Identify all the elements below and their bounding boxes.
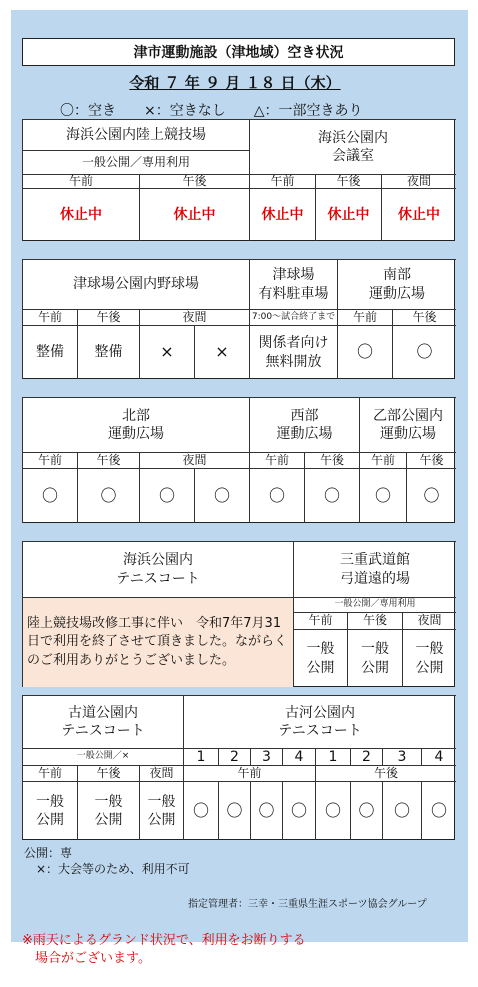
- court-number: 1: [315, 748, 350, 765]
- facility-name: 津球場公園内野球場: [22, 259, 249, 309]
- court-number: 4: [282, 748, 315, 765]
- section-beach-park: [22, 119, 455, 241]
- facility-name: 津球場 有料駐車場: [249, 259, 337, 309]
- status-cell: 一般 公開: [402, 629, 456, 687]
- time-header: 午後: [139, 174, 249, 188]
- status-cell: 整備: [22, 325, 77, 379]
- time-header: 夜間: [381, 174, 456, 188]
- status-cell: 〇: [304, 468, 359, 523]
- time-header: 午前: [22, 765, 77, 781]
- footnote-unavailable: ×：大会等のため、利用不可: [36, 862, 190, 876]
- time-header: 夜間: [139, 309, 249, 325]
- status-cell: 〇: [22, 468, 77, 523]
- status-cell: 〇: [421, 781, 456, 840]
- status-cell: 〇: [382, 781, 421, 840]
- time-header: 夜間: [139, 452, 249, 468]
- page-title: 津市運動施設（津地域）空き状況: [22, 38, 455, 66]
- court-number: 2: [350, 748, 382, 765]
- closure-notice: [22, 597, 293, 687]
- time-header: 午後: [347, 612, 402, 629]
- time-header: 午前: [249, 174, 315, 188]
- status-cell: 〇: [406, 468, 456, 523]
- time-header: 夜間: [139, 765, 183, 781]
- closure-notice-text: 陸上競技場改修工事に伴い 令和7年7月31日で利用を終了させて頂きました。ながらくのご利用ありがとうございました。: [27, 616, 288, 668]
- status-cell: 〇: [359, 468, 406, 523]
- status-cell: 一般 公開: [77, 781, 139, 840]
- time-header: 午前: [337, 309, 392, 325]
- time-header: 午前: [249, 452, 304, 468]
- time-header: 午前: [183, 765, 315, 781]
- time-header: 午後: [392, 309, 456, 325]
- court-number: 2: [218, 748, 250, 765]
- facility-subtitle: 一般公開／専用利用: [22, 150, 249, 174]
- legend: 〇：空き ×：空きなし △：一部空きあり: [60, 103, 363, 119]
- time-header: 午後: [406, 452, 456, 468]
- facility-name: 西部 運動広場: [249, 397, 359, 452]
- section-tennis-budokan: [22, 541, 455, 687]
- facility-name: 古河公園内 テニスコート: [183, 695, 456, 748]
- status-cell: 〇: [392, 325, 456, 379]
- facility-name: 南部 運動広場: [337, 259, 456, 309]
- time-header: 午後: [315, 765, 456, 781]
- facility-name: 北部 運動広場: [22, 397, 249, 452]
- status-cell: 〇: [315, 781, 350, 840]
- status-cell: 〇: [249, 468, 304, 523]
- status-cell: 休止中: [139, 188, 249, 241]
- date-heading: 令和 ７ 年 ９ 月 １８ 日（木）: [129, 74, 341, 92]
- status-cell: 〇: [139, 468, 194, 523]
- status-cell: 関係者向け 無料開放: [249, 325, 337, 379]
- time-header: 午後: [77, 452, 139, 468]
- status-cell: 休止中: [381, 188, 456, 241]
- facility-name: 三重武道館 弓道遠的場: [293, 541, 456, 597]
- court-number: 3: [250, 748, 282, 765]
- status-cell: 〇: [194, 468, 249, 523]
- status-cell: 休止中: [315, 188, 381, 241]
- time-header: 午後: [304, 452, 359, 468]
- status-cell: ×: [139, 325, 194, 379]
- time-header: 午前: [359, 452, 406, 468]
- facility-subtitle: 一般公開／×: [22, 748, 183, 765]
- facility-name: 海浜公園内 テニスコート: [22, 541, 293, 597]
- status-cell: 休止中: [22, 188, 139, 241]
- status-cell: 〇: [337, 325, 392, 379]
- footnote-public: 公開：専: [24, 846, 73, 860]
- status-cell: ×: [194, 325, 249, 379]
- court-number: 4: [421, 748, 456, 765]
- status-cell: 〇: [282, 781, 315, 840]
- time-header: 午後: [77, 765, 139, 781]
- time-header: 午後: [315, 174, 381, 188]
- time-header: 夜間: [402, 612, 456, 629]
- status-cell: 一般 公開: [293, 629, 347, 687]
- time-header: 午前: [293, 612, 347, 629]
- facility-name: 古道公園内 テニスコート: [22, 695, 183, 748]
- time-header: 午後: [77, 309, 139, 325]
- facility-subtitle: 一般公開／専用利用: [293, 597, 456, 612]
- status-cell: 〇: [350, 781, 382, 840]
- court-number: 1: [183, 748, 218, 765]
- time-header: 7:00～試合終了まで: [249, 309, 337, 325]
- status-cell: 一般 公開: [139, 781, 183, 840]
- facility-name: 乙部公園内 運動広場: [359, 397, 456, 452]
- status-cell: 〇: [218, 781, 250, 840]
- status-cell: 一般 公開: [347, 629, 402, 687]
- section-sports-grounds: [22, 397, 455, 523]
- status-cell: 一般 公開: [22, 781, 77, 840]
- section-tennis-courts: [22, 695, 455, 840]
- rain-notice: ※雨天によるグランド状況で、利用をお断りする 場合がございます。: [22, 933, 306, 967]
- facility-name: 海浜公園内 会議室: [249, 119, 456, 174]
- facility-name: 海浜公園内陸上競技場: [22, 119, 249, 150]
- status-cell: 〇: [250, 781, 282, 840]
- section-tsu-stadium: [22, 259, 455, 379]
- time-header: 午前: [22, 452, 77, 468]
- status-cell: 〇: [77, 468, 139, 523]
- status-cell: 〇: [183, 781, 218, 840]
- time-header: 午前: [22, 309, 77, 325]
- status-cell: 整備: [77, 325, 139, 379]
- status-cell: 休止中: [249, 188, 315, 241]
- time-header: 午前: [22, 174, 139, 188]
- manager-credit: 指定管理者：三幸・三重県生涯スポーツ協会グループ: [188, 899, 427, 910]
- court-number: 3: [382, 748, 421, 765]
